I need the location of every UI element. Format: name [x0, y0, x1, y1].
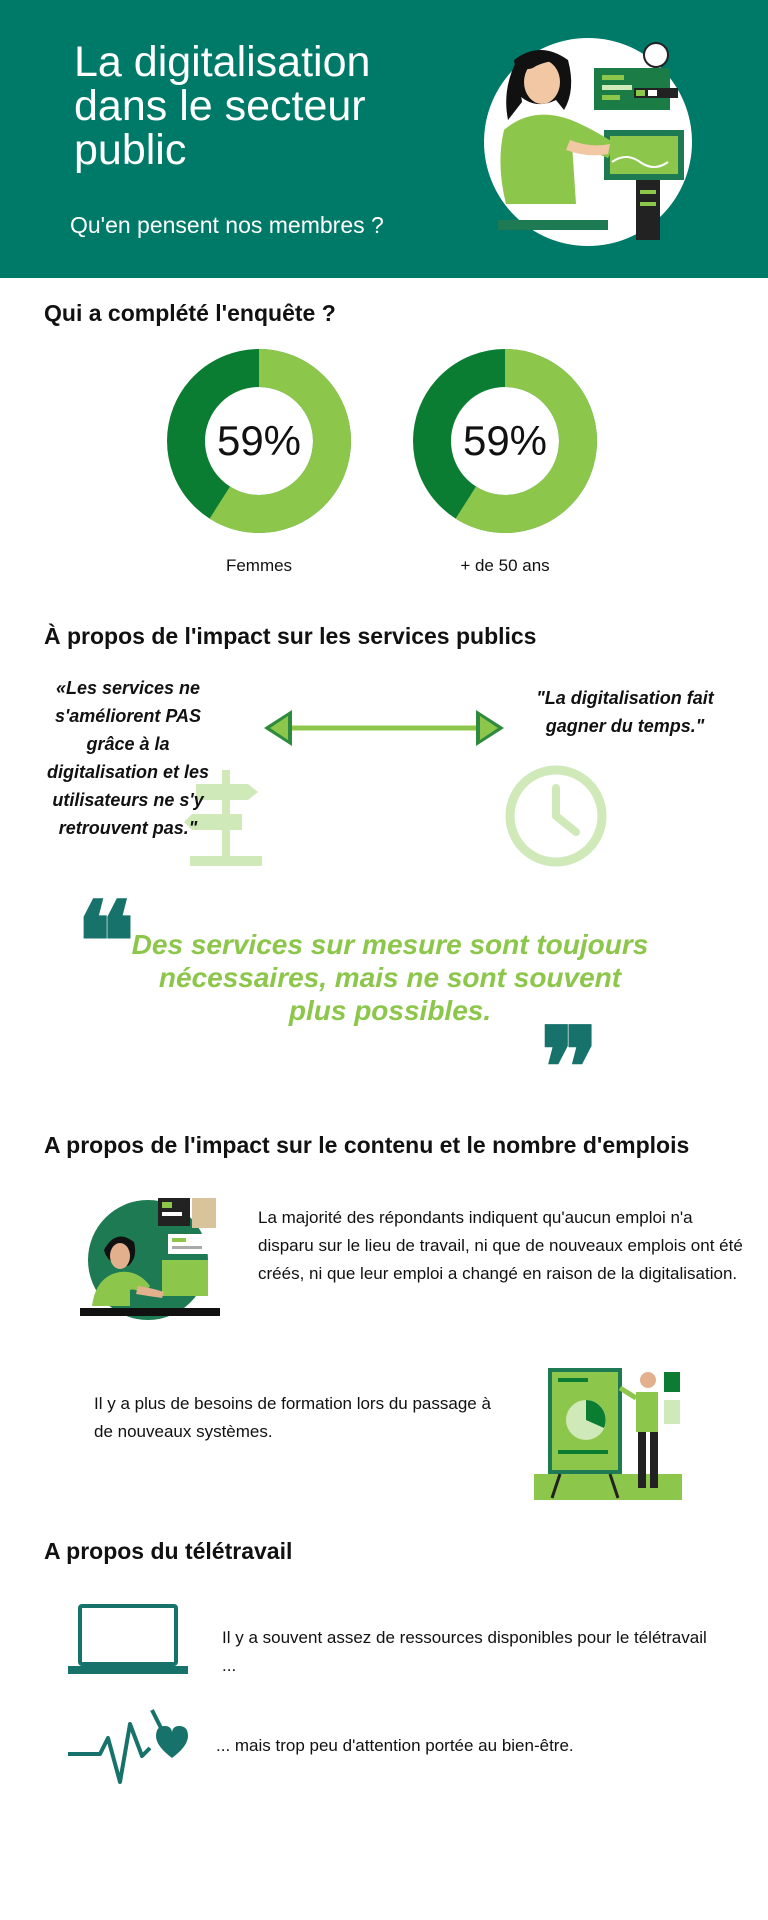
laptop-icon [66, 1602, 190, 1678]
survey-heading: Qui a complété l'enquête ? [44, 300, 336, 326]
highlight-quote: Des services sur mesure sont toujours nécessaires, mais ne sont souvent plus possibles. [131, 929, 649, 1026]
jobs-text-2: Il y a plus de besoins de formation lors du passage à de nouveaux systèmes. [94, 1394, 491, 1441]
woman-computer-illustration [484, 30, 696, 248]
jobs-text-1: La majorité des répondants indiquent qu'aucun emploi n'a disparu sur le lieu de travail, ni que de nouveaux emplois ont été créés, ni que leur emploi a changé en raison de la digitalisation. [258, 1208, 743, 1283]
presentation-illustration [530, 1364, 686, 1502]
page-title: La digitalisation dans le secteur public [74, 38, 371, 174]
telework-text-1: Il y a souvent assez de ressources disponibles pour le télétravail ... [222, 1628, 707, 1675]
donut-value: 59% [216, 417, 302, 464]
donut-label-over-50: + de 50 ans [460, 556, 550, 575]
header-banner [0, 0, 768, 278]
services-heading: À propos de l'impact sur les services publics [44, 623, 537, 649]
telework-heading: A propos du télétravail [44, 1538, 293, 1564]
double-arrow-icon [262, 706, 506, 750]
quote-left: «Les services ne s'améliorent PAS grâce à la digitalisation et les utilisateurs ne s'y retrouvent pas." [46, 678, 210, 838]
donut-chart-women [164, 346, 354, 536]
open-quote-icon: ❝ [76, 877, 136, 1006]
jobs-heading: A propos de l'impact sur le contenu et le nombre d'emplois [44, 1132, 690, 1158]
close-quote-icon: ❞ [540, 1003, 600, 1132]
donut-chart-over-50 [410, 346, 600, 536]
donut-value: 59% [462, 417, 548, 464]
quote-right: "La digitalisation fait gagner du temps." [536, 688, 714, 736]
page-subtitle: Qu'en pensent nos membres ? [70, 212, 384, 238]
heartbeat-icon [66, 1702, 192, 1794]
office-worker-illustration [78, 1190, 224, 1326]
donut-label-women: Femmes [225, 556, 293, 575]
telework-text-2: ... mais trop peu d'attention portée au bien-être. [216, 1736, 574, 1755]
clock-icon [502, 762, 610, 870]
